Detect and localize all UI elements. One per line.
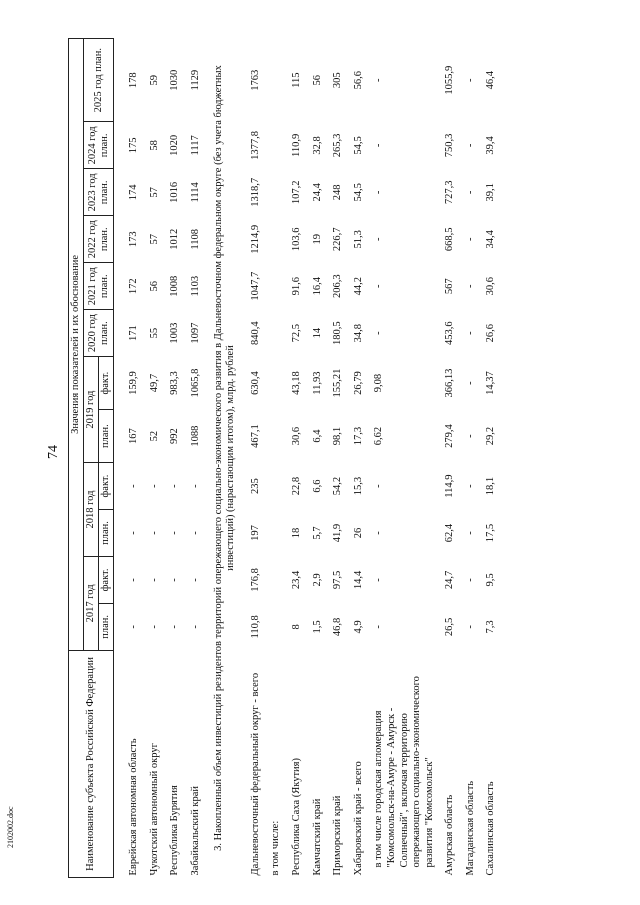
subject-header: Наименование субъекта Российской Федерации [69, 650, 114, 877]
cell: 2,9 [311, 573, 323, 587]
plan-header: план. [99, 603, 114, 650]
cell: 1008 [169, 275, 181, 297]
cell: 26,6 [485, 323, 497, 343]
row-name: в том числе городская агломерация "Комсомольск-на-Амуре - Амурск - Солнечный", включая территорию опережающего социально-экономического развития "Комсомольск" [373, 676, 435, 868]
fact-header: факт. [99, 463, 114, 510]
cell: 98,1 [332, 426, 344, 446]
cell: - [189, 484, 201, 488]
cell: 56 [148, 280, 160, 292]
table-row [145, 39, 166, 878]
cell: 9,08 [373, 373, 385, 393]
cell [266, 122, 287, 169]
cell: 1318,7 [249, 177, 261, 207]
cell: 26 [352, 527, 364, 539]
row-name: Дальневосточный федеральный округ - всего [249, 672, 261, 876]
cell: 248 [332, 184, 344, 201]
cell: 91,6 [290, 277, 302, 296]
table-row [461, 39, 482, 878]
cell [266, 263, 287, 310]
cell: - [189, 531, 201, 535]
row-name: Камчатский край [311, 798, 323, 876]
cell: 39,1 [485, 183, 497, 202]
table-row [287, 39, 308, 878]
cell: 453,6 [444, 321, 456, 345]
cell: - [169, 625, 181, 629]
year-2020-header: 2020 год план. [84, 310, 114, 357]
cell: - [373, 531, 385, 535]
cell: 1065,8 [189, 368, 201, 398]
document-id: 2102002.doc [6, 806, 15, 848]
cell: 1016 [169, 181, 181, 203]
cell: 57 [148, 234, 160, 245]
cell: - [169, 531, 181, 535]
cell: 97,5 [332, 570, 344, 590]
cell: - [464, 484, 476, 488]
cell: 114,9 [444, 474, 456, 498]
row-name: Амурская область [444, 794, 456, 876]
cell: 18,1 [485, 476, 497, 496]
cell: 1012 [169, 228, 181, 250]
cell: 55 [148, 327, 160, 339]
table-row [440, 39, 461, 878]
row-name: Чукотский автономный округ [148, 743, 160, 876]
cell: 174 [128, 184, 140, 201]
cell: 1129 [189, 69, 201, 91]
cell: 4,9 [352, 620, 364, 634]
cell: 1020 [169, 134, 181, 156]
cell: 172 [128, 278, 140, 295]
cell: 467,1 [249, 424, 261, 448]
cell: 11,93 [311, 371, 323, 395]
row-name: Магаданская область [464, 780, 476, 876]
cell: 1003 [169, 322, 181, 344]
cell: - [148, 578, 160, 582]
cell: 26,5 [444, 617, 456, 637]
row-name: Республика Бурятия [169, 785, 181, 876]
cell: 59 [148, 74, 160, 86]
cell: - [373, 284, 385, 288]
cell: - [148, 484, 160, 488]
cell: 54,5 [352, 183, 364, 202]
cell: 1103 [189, 275, 201, 297]
fact-header: факт. [99, 357, 114, 410]
cell: 49,7 [148, 373, 160, 393]
cell: - [464, 78, 476, 82]
cell: - [464, 143, 476, 148]
cell: 16,4 [311, 277, 323, 296]
cell: 52 [148, 430, 160, 442]
cell: 1097 [189, 322, 201, 344]
values-group-header: Значения показателей и их обоснование [69, 39, 84, 651]
cell: 62,4 [444, 523, 456, 543]
cell: 750,3 [444, 133, 456, 158]
cell: 72,5 [290, 323, 302, 343]
cell: 173 [128, 231, 140, 248]
cell: 176,8 [249, 568, 261, 592]
cell: - [169, 578, 181, 582]
cell: 56,6 [352, 71, 364, 90]
cell: 18 [290, 527, 302, 539]
cell: 1214,9 [249, 224, 261, 254]
cell: 6,6 [311, 479, 323, 493]
plan-header: план. [99, 510, 114, 557]
year-2021-header: 2021 год план. [84, 263, 114, 310]
cell: 58 [148, 140, 160, 151]
cell: 51,3 [352, 230, 364, 249]
year-2017-header: 2017 год [84, 556, 99, 650]
cell: - [464, 381, 476, 385]
table-row [308, 39, 329, 878]
cell: 56 [311, 74, 323, 86]
row-name: в том числе: [270, 820, 282, 876]
section-row [207, 39, 246, 878]
year-2024-header: 2024 год план. [84, 122, 114, 169]
table-header [69, 39, 114, 878]
table-row [369, 39, 440, 878]
cell: - [128, 578, 140, 582]
cell: - [464, 284, 476, 288]
row-name: Сахалинская область [485, 781, 497, 876]
cell: 110,8 [249, 615, 261, 639]
cell: 46,8 [332, 617, 344, 637]
cell: 22,8 [290, 476, 302, 496]
cell: 279,4 [444, 424, 456, 448]
cell: 29,2 [485, 426, 497, 446]
row-name: Забайкальский край [189, 785, 201, 876]
table-row [266, 39, 287, 878]
cell: 6,62 [373, 426, 385, 446]
table-row [349, 39, 370, 878]
cell: - [373, 143, 385, 148]
cell: 992 [169, 428, 181, 444]
cell: 206,3 [332, 274, 344, 299]
cell [266, 39, 287, 122]
cell: - [373, 578, 385, 582]
cell [266, 410, 287, 463]
cell: 727,3 [444, 180, 456, 205]
year-2019-header: 2019 год [84, 357, 99, 463]
cell: 9,5 [485, 573, 497, 587]
cell: - [373, 484, 385, 488]
table-row [481, 39, 502, 878]
cell: 17,5 [485, 523, 497, 543]
cell: - [189, 578, 201, 582]
cell: - [373, 331, 385, 335]
cell: 1047,7 [249, 271, 261, 301]
cell: 1114 [189, 182, 201, 203]
cell: 19 [311, 234, 323, 245]
table-row [186, 39, 207, 878]
cell: 107,2 [290, 180, 302, 205]
cell: 171 [128, 325, 140, 342]
plan-header: план. [99, 410, 114, 463]
year-2022-header: 2022 год план. [84, 216, 114, 263]
cell: 34,8 [352, 323, 364, 343]
cell: 167 [128, 428, 140, 444]
cell: 840,4 [249, 321, 261, 345]
cell: 8 [290, 624, 302, 630]
year-2023-header: 2023 год план. [84, 169, 114, 216]
cell: - [148, 625, 160, 629]
cell: 57 [148, 187, 160, 198]
cell: 1055,9 [444, 65, 456, 95]
cell: 1030 [169, 69, 181, 91]
indicators-table [68, 38, 502, 878]
cell: 46,4 [485, 71, 497, 90]
table-row [124, 39, 145, 878]
table-row [165, 39, 186, 878]
cell [266, 169, 287, 216]
cell: 54,2 [332, 476, 344, 496]
cell: - [464, 190, 476, 195]
cell: 1763 [249, 69, 261, 91]
cell: 567 [444, 278, 456, 295]
cell: 44,2 [352, 277, 364, 296]
fact-header: факт. [99, 556, 114, 603]
cell: - [373, 78, 385, 82]
cell: - [169, 484, 181, 488]
cell: - [128, 625, 140, 629]
cell: - [464, 331, 476, 335]
cell: - [128, 484, 140, 488]
cell: 115 [290, 72, 302, 88]
cell: 30,6 [290, 426, 302, 446]
page-number: 74 [46, 445, 61, 459]
cell [266, 357, 287, 410]
cell: 668,5 [444, 227, 456, 252]
table-row [246, 39, 267, 878]
row-name: Еврейская автономная область [128, 738, 140, 876]
cell: - [373, 237, 385, 242]
cell: 39,4 [485, 136, 497, 155]
section-3-title: 3. Накопленный объем инвестиций резидентов территорий опережающего социально-экономического развития в Дальневосточном федеральном округе (без учета бюджетных инвестиций) (нарастающим итогом), млрд. рублей [212, 65, 237, 851]
cell: 180,5 [332, 321, 344, 345]
cell: 30,6 [485, 277, 497, 296]
cell: - [373, 190, 385, 195]
cell: 235 [249, 478, 261, 494]
cell: 159,9 [128, 371, 140, 395]
cell: 23,4 [290, 570, 302, 590]
cell [266, 510, 287, 557]
table-row [328, 39, 349, 878]
cell: 54,5 [352, 136, 364, 155]
cell: 26,79 [352, 371, 364, 395]
cell: 1,5 [311, 620, 323, 634]
cell: 630,4 [249, 371, 261, 395]
year-2018-header: 2018 год [84, 463, 99, 557]
cell: 1377,8 [249, 130, 261, 160]
cell: 7,3 [485, 620, 497, 634]
cell: 17,3 [352, 426, 364, 446]
cell: 14,37 [485, 371, 497, 395]
cell: 983,3 [169, 371, 181, 395]
cell: 178 [128, 72, 140, 89]
cell: 24,4 [311, 183, 323, 202]
cell: 32,8 [311, 136, 323, 155]
cell: 6,4 [311, 429, 323, 443]
cell [266, 556, 287, 603]
cell: 14,4 [352, 570, 364, 590]
cell: 1088 [189, 425, 201, 447]
cell: 110,9 [290, 133, 302, 158]
cell: - [464, 434, 476, 438]
cell [266, 603, 287, 650]
cell: 103,6 [290, 227, 302, 252]
cell: - [464, 531, 476, 535]
cell: 197 [249, 525, 261, 541]
cell: - [464, 625, 476, 629]
cell: 43,18 [290, 371, 302, 395]
cell: 14 [311, 327, 323, 339]
cell: 15,3 [352, 476, 364, 496]
cell: - [189, 625, 201, 629]
year-2025-header: 2025 год план. [84, 39, 114, 122]
cell [266, 310, 287, 357]
rotated-table-container [68, 38, 588, 878]
cell: - [464, 237, 476, 242]
cell: 1117 [189, 135, 201, 156]
cell: 1108 [189, 228, 201, 250]
row-name: Хабаровский край - всего [352, 761, 364, 876]
cell: 265,3 [332, 133, 344, 158]
cell: 41,9 [332, 523, 344, 543]
cell [266, 216, 287, 263]
cell: 34,4 [485, 230, 497, 249]
cell: 226,7 [332, 227, 344, 252]
cell: 24,7 [444, 570, 456, 590]
cell: - [373, 625, 385, 629]
row-name: Республика Саха (Якутия) [290, 758, 302, 876]
cell [266, 463, 287, 510]
cell: - [464, 578, 476, 582]
cell: 175 [128, 137, 140, 154]
table-body [114, 39, 502, 878]
cell: - [148, 531, 160, 535]
cell: - [128, 531, 140, 535]
row-name: Приморский край [332, 795, 344, 876]
cell: 366,13 [444, 368, 456, 398]
cell: 155,21 [332, 368, 344, 398]
cell: 5,7 [311, 526, 323, 540]
cell: 305 [332, 72, 344, 89]
